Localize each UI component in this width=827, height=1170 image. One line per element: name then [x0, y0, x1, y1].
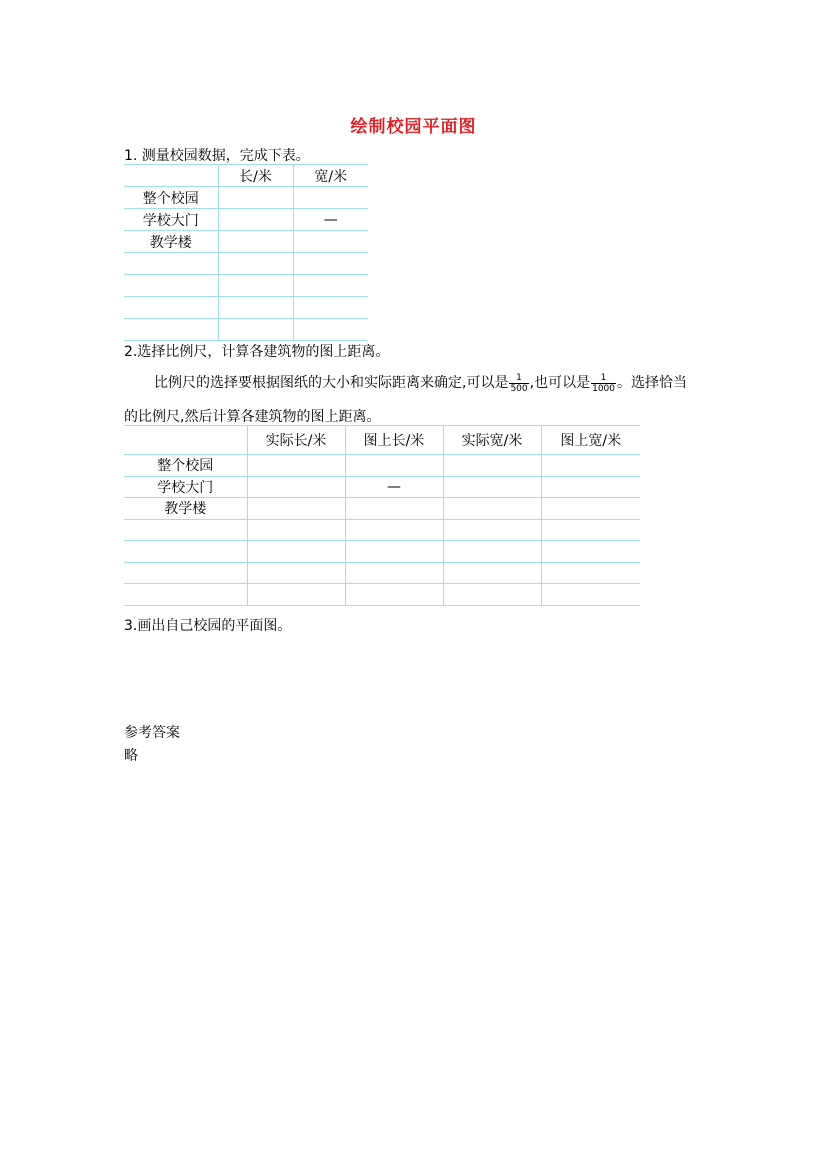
table-header-cell	[124, 426, 247, 455]
table-cell	[218, 297, 293, 319]
table-cell	[293, 319, 368, 341]
table-cell	[124, 584, 247, 606]
table-cell	[541, 584, 640, 606]
table-cell	[124, 275, 218, 297]
table-cell	[345, 498, 443, 520]
table-cell	[247, 541, 345, 563]
paragraph-text: 。选择恰当	[617, 375, 687, 391]
scale-fraction-500	[509, 373, 528, 394]
table-cell	[443, 498, 541, 520]
table-cell: 整个校园	[124, 455, 247, 477]
table-cell	[218, 253, 293, 275]
table-row	[124, 519, 640, 541]
table-row	[124, 319, 368, 341]
table-cell	[443, 476, 541, 498]
table-cell	[541, 476, 640, 498]
table-header-cell: 长/米	[218, 165, 293, 187]
table-cell	[247, 519, 345, 541]
table-header-cell: 实际长/米	[247, 426, 345, 455]
table-cell	[124, 297, 218, 319]
table-cell	[293, 187, 368, 209]
table-row	[124, 455, 640, 477]
table-row	[124, 584, 640, 606]
table-header-cell: 图上宽/米	[541, 426, 640, 455]
table-cell	[293, 231, 368, 253]
table-cell: 教学楼	[124, 498, 247, 520]
table-cell	[293, 297, 368, 319]
table-cell	[345, 519, 443, 541]
paragraph-text: 比例尺的选择要根据图纸的大小和实际距离来确定,可以是	[154, 375, 509, 391]
table-header-cell: 实际宽/米	[443, 426, 541, 455]
table-header-row	[124, 426, 640, 455]
measurement-table	[124, 164, 368, 341]
table-row	[124, 498, 640, 520]
table-cell	[345, 455, 443, 477]
table-row	[124, 297, 368, 319]
table-cell: 教学楼	[124, 231, 218, 253]
table-row	[124, 275, 368, 297]
table-cell: 整个校园	[124, 187, 218, 209]
table-cell	[443, 455, 541, 477]
table-cell	[124, 253, 218, 275]
answer-text: 略	[124, 748, 138, 764]
table-cell	[345, 584, 443, 606]
table-cell: 学校大门	[124, 209, 218, 231]
table-header-cell: 宽/米	[293, 165, 368, 187]
table-cell: —	[345, 476, 443, 498]
table-cell	[541, 541, 640, 563]
table-header-row	[124, 165, 368, 187]
scale-fraction-1000	[591, 373, 616, 394]
table-cell: 学校大门	[124, 476, 247, 498]
answer-heading: 参考答案	[124, 725, 180, 741]
table-cell: —	[293, 209, 368, 231]
table-cell	[247, 455, 345, 477]
table-cell	[345, 541, 443, 563]
table-row	[124, 253, 368, 275]
table-row	[124, 187, 368, 209]
table-cell	[218, 209, 293, 231]
table-cell	[218, 231, 293, 253]
paragraph-text: ,也可以是	[529, 375, 591, 391]
table-cell	[218, 275, 293, 297]
table-cell	[443, 584, 541, 606]
table-cell	[293, 275, 368, 297]
table-cell	[218, 187, 293, 209]
question-3-label: 3.画出自己校园的平面图。	[124, 618, 292, 634]
fraction-numerator: 1	[591, 373, 616, 384]
table-cell	[443, 562, 541, 584]
table-header-cell	[124, 165, 218, 187]
fraction-denominator: 500	[510, 383, 528, 394]
table-cell	[443, 519, 541, 541]
table-cell	[124, 541, 247, 563]
table-cell	[541, 519, 640, 541]
table-cell	[218, 319, 293, 341]
table-row	[124, 209, 368, 231]
table-cell	[247, 562, 345, 584]
table-cell	[345, 562, 443, 584]
table-cell	[541, 562, 640, 584]
table-cell	[124, 519, 247, 541]
table-cell	[247, 498, 345, 520]
page-title: 绘制校园平面图	[350, 117, 477, 137]
table-cell	[443, 541, 541, 563]
table-row	[124, 541, 640, 563]
question-1-label: 1. 测量校园数据，完成下表。	[124, 148, 310, 164]
table-cell	[247, 584, 345, 606]
question-2-label: 2.选择比例尺，计算各建筑物的图上距离。	[124, 344, 390, 360]
table-row	[124, 476, 640, 498]
fraction-denominator: 1000	[592, 383, 615, 394]
table-cell	[293, 253, 368, 275]
fraction-numerator: 1	[509, 373, 528, 384]
table-cell	[124, 319, 218, 341]
table-cell	[541, 498, 640, 520]
table-row	[124, 231, 368, 253]
table-row	[124, 562, 640, 584]
scale-paragraph-line-2: 的比例尺,然后计算各建筑物的图上距离。	[124, 409, 381, 425]
table-cell	[247, 476, 345, 498]
scale-paragraph-line-1	[154, 372, 687, 394]
table-cell	[124, 562, 247, 584]
table-cell	[541, 455, 640, 477]
table-header-cell: 图上长/米	[345, 426, 443, 455]
scale-distance-table	[124, 425, 640, 606]
